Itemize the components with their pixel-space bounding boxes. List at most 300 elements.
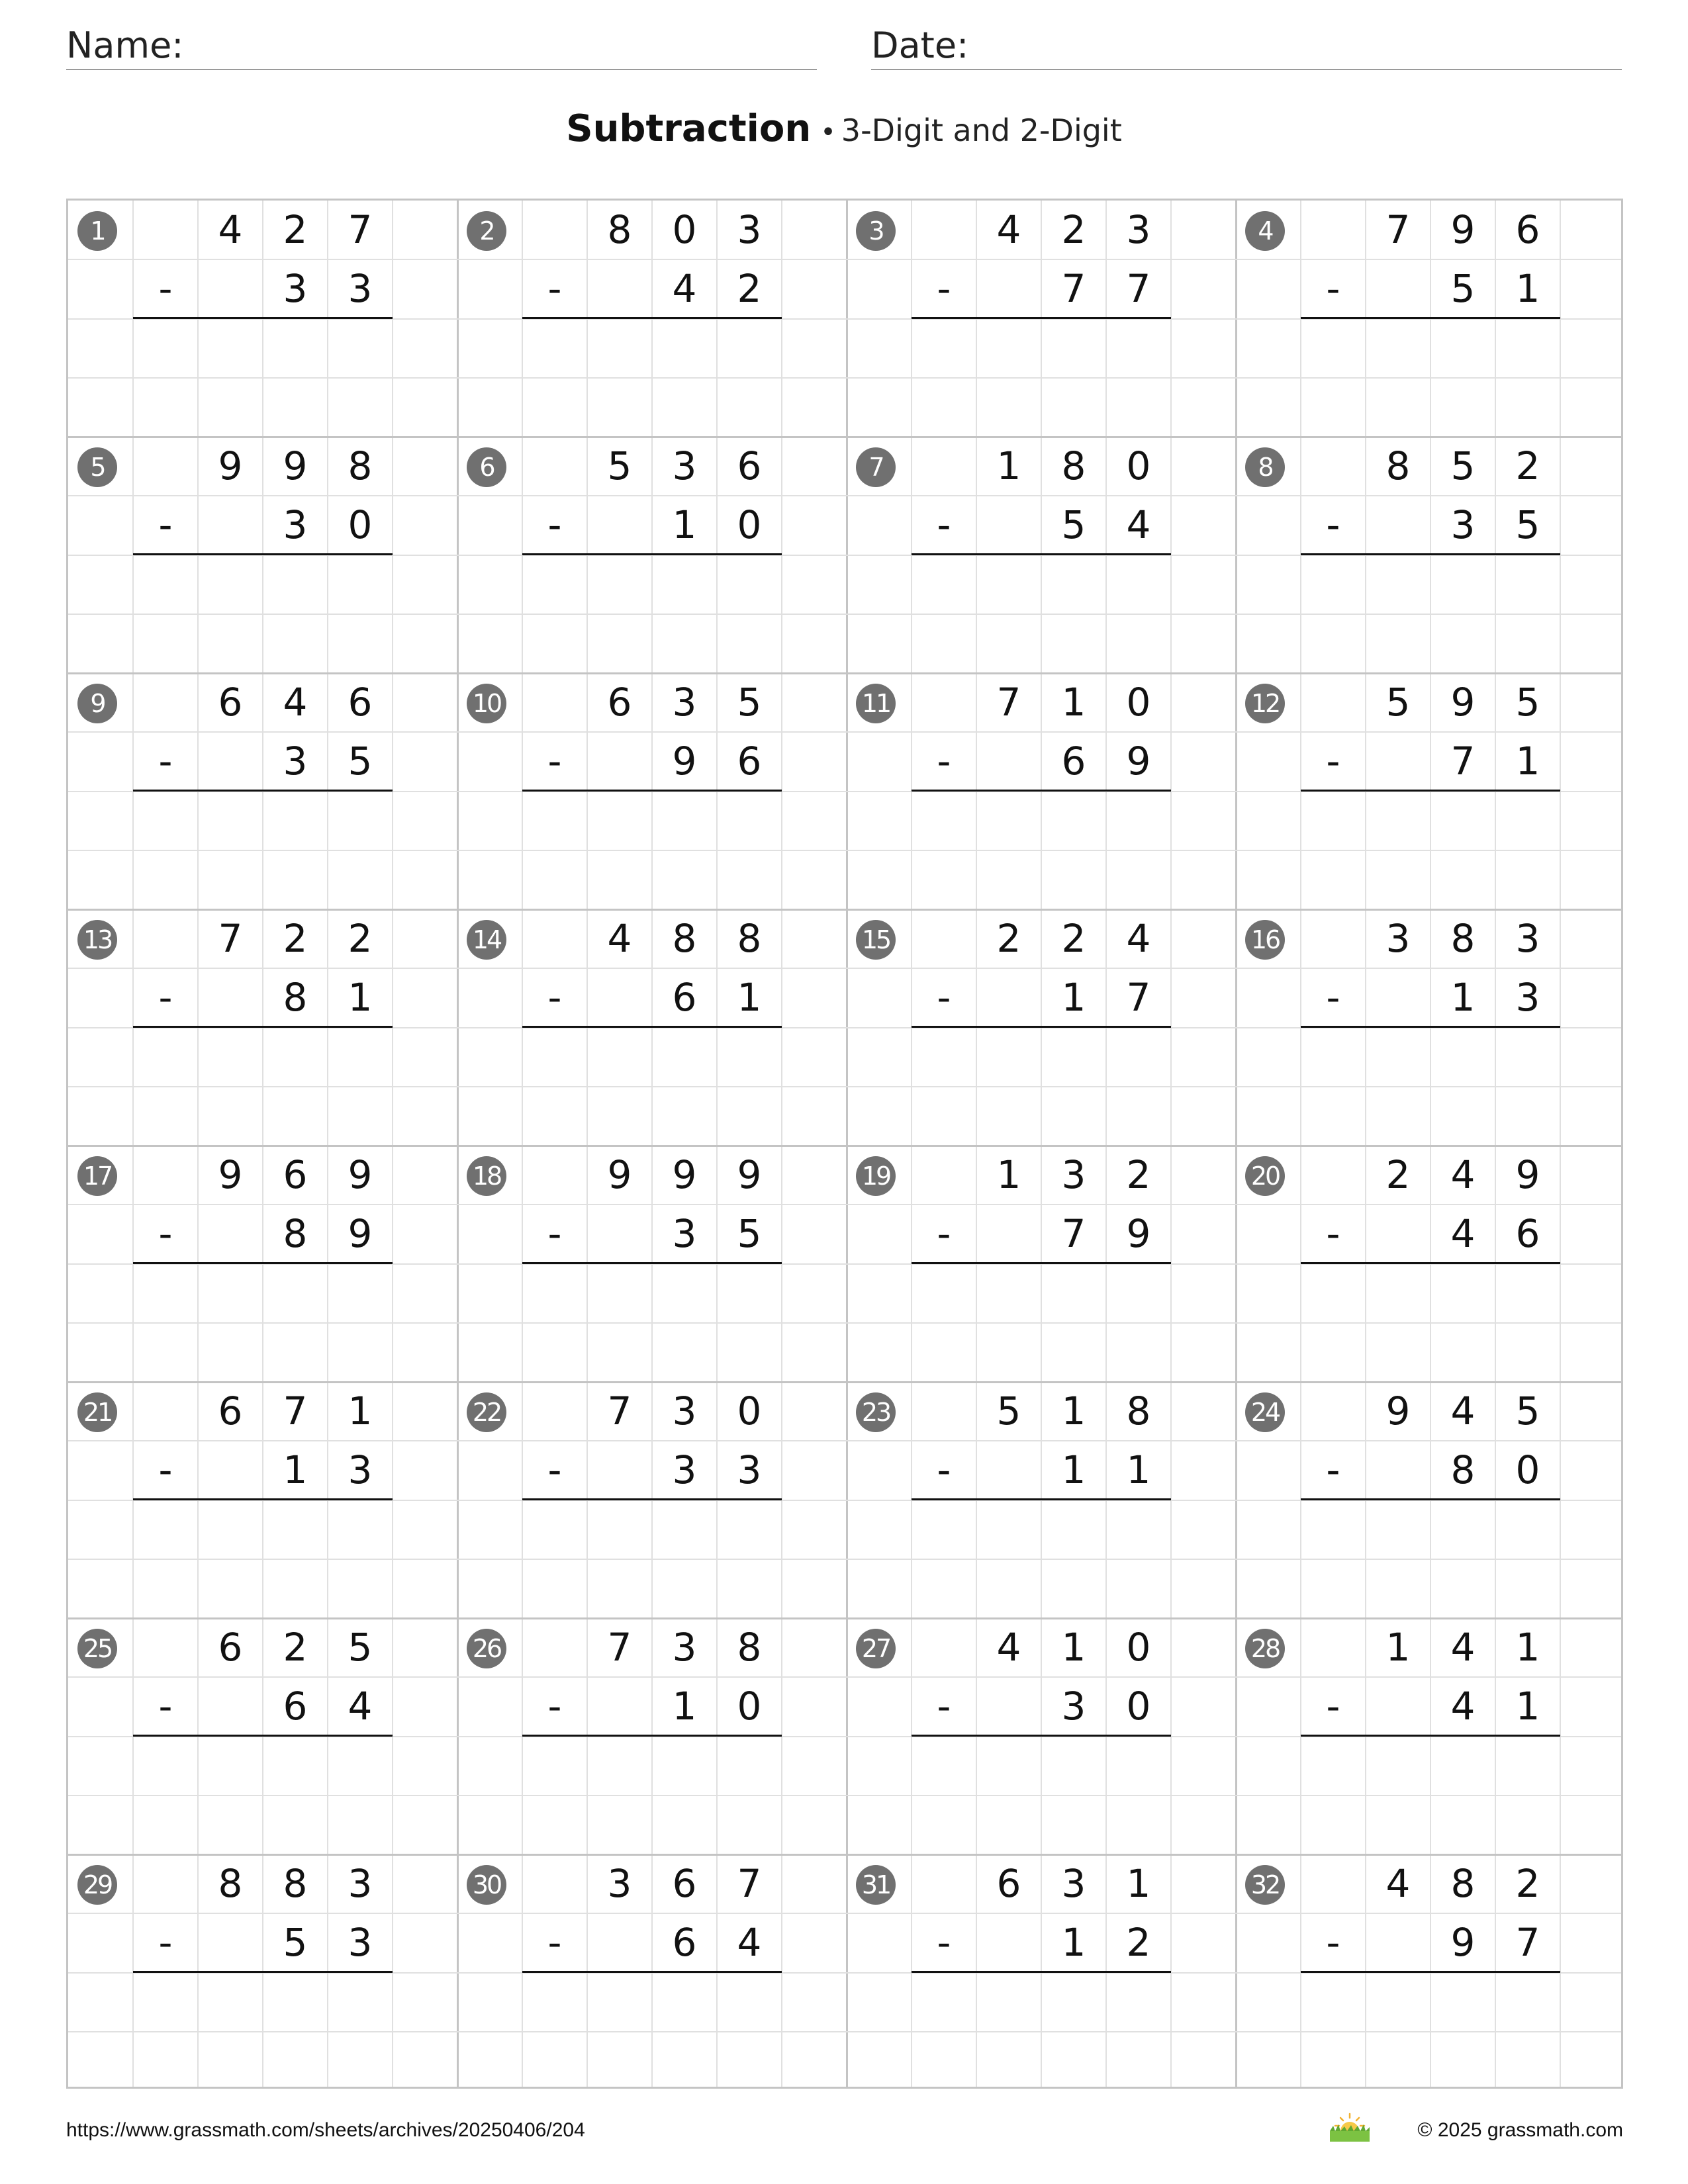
worksheet-grid (66, 199, 1623, 2089)
answer-area[interactable] (1301, 555, 1560, 674)
subtrahend-digit: 9 (672, 739, 697, 784)
answer-area[interactable] (133, 1264, 393, 1383)
problem-1 (68, 201, 457, 437)
minuend-digit: 9 (348, 1152, 373, 1197)
subtrahend-digit: 1 (1061, 1920, 1086, 1966)
problem-15 (847, 909, 1236, 1146)
problem-17 (68, 1146, 457, 1382)
minus-sign: - (158, 1211, 173, 1257)
problem-21 (68, 1382, 457, 1618)
subtrahend-digit: 3 (672, 1211, 697, 1257)
subtrahend-digit: 1 (283, 1447, 308, 1493)
minus-sign: - (547, 975, 562, 1021)
minuend-digit: 4 (218, 207, 243, 252)
minus-sign: - (937, 502, 951, 548)
minuend-digit: 7 (607, 1625, 632, 1670)
subtrahend-digit: 0 (737, 502, 762, 548)
minus-sign: - (547, 1211, 562, 1257)
answer-area[interactable] (1301, 319, 1560, 437)
problem-16 (1236, 909, 1623, 1146)
minus-sign: - (937, 1684, 951, 1729)
answer-area[interactable] (1301, 792, 1560, 910)
minus-sign: - (1326, 1920, 1340, 1966)
subtrahend-digit: 2 (737, 266, 762, 312)
minus-sign: - (937, 266, 951, 312)
minuend-digit: 1 (1061, 1388, 1086, 1433)
minuend-digit: 1 (1061, 680, 1086, 725)
subtrahend-digit: 6 (1515, 1211, 1540, 1257)
answer-area[interactable] (522, 1264, 782, 1383)
date-label: Date: (871, 24, 969, 66)
minuend-digit: 3 (1385, 916, 1411, 961)
minus-sign: - (547, 1684, 562, 1729)
minus-sign: - (937, 1447, 951, 1493)
answer-area[interactable] (133, 1500, 393, 1619)
problem-8 (1236, 437, 1623, 673)
minus-sign: - (937, 975, 951, 1021)
subtrahend-digit: 3 (348, 266, 373, 312)
problem-number-badge: 7 (856, 447, 896, 487)
problem-number-badge: 20 (1245, 1156, 1285, 1196)
minuend-digit: 1 (996, 443, 1021, 488)
answer-area[interactable] (522, 1973, 782, 2089)
minus-sign: - (547, 739, 562, 784)
minuend-digit: 9 (1515, 1152, 1540, 1197)
answer-area[interactable] (522, 792, 782, 910)
problem-29 (68, 1854, 457, 2089)
minuend-digit: 2 (283, 916, 308, 961)
problem-25 (68, 1618, 457, 1854)
subtrahend-digit: 5 (1061, 502, 1086, 548)
subtrahend-digit: 1 (1515, 266, 1540, 312)
subtrahend-digit: 4 (1450, 1684, 1476, 1729)
subtrahend-digit: 7 (1126, 975, 1151, 1021)
problem-number-badge: 19 (856, 1156, 896, 1196)
minuend-digit: 2 (1126, 1152, 1151, 1197)
footer-url[interactable]: https://www.grassmath.com/sheets/archives/20250406/204 (66, 2119, 585, 2141)
name-label: Name: (66, 24, 184, 66)
subtrahend-digit: 4 (1126, 502, 1151, 548)
minuend-digit: 8 (218, 1861, 243, 1906)
subtrahend-digit: 3 (1450, 502, 1476, 548)
minuend-digit: 0 (672, 207, 697, 252)
answer-area[interactable] (133, 1737, 393, 1855)
minuend-digit: 1 (1061, 1625, 1086, 1670)
problem-number-badge: 6 (467, 447, 506, 487)
subtrahend-digit: 9 (1126, 739, 1151, 784)
problem-number-badge: 13 (77, 920, 117, 960)
minuend-digit: 7 (1385, 207, 1411, 252)
minuend-digit: 2 (283, 207, 308, 252)
subtrahend-digit: 0 (1126, 1684, 1151, 1729)
problem-3 (847, 201, 1236, 437)
problem-number-badge: 26 (467, 1629, 506, 1668)
minuend-digit: 6 (348, 680, 373, 725)
minuend-digit: 7 (737, 1861, 762, 1906)
problem-30 (457, 1854, 847, 2089)
problem-number-badge: 3 (856, 211, 896, 251)
minuend-digit: 3 (672, 443, 697, 488)
subtrahend-digit: 3 (737, 1447, 762, 1493)
problem-11 (847, 673, 1236, 909)
problem-14 (457, 909, 847, 1146)
minuend-digit: 1 (1515, 1625, 1540, 1670)
minuend-digit: 2 (283, 1625, 308, 1670)
minuend-digit: 0 (1126, 680, 1151, 725)
subtrahend-digit: 3 (348, 1920, 373, 1966)
problem-number-badge: 28 (1245, 1629, 1285, 1668)
minuend-digit: 8 (1385, 443, 1411, 488)
subtrahend-digit: 8 (1450, 1447, 1476, 1493)
minuend-digit: 8 (348, 443, 373, 488)
minuend-digit: 8 (283, 1861, 308, 1906)
minus-sign: - (158, 502, 173, 548)
minuend-digit: 7 (348, 207, 373, 252)
minus-sign: - (1326, 1684, 1340, 1729)
minuend-digit: 2 (1061, 916, 1086, 961)
subtrahend-digit: 0 (1515, 1447, 1540, 1493)
problem-22 (457, 1382, 847, 1618)
problem-2 (457, 201, 847, 437)
minuend-digit: 1 (348, 1388, 373, 1433)
subtrahend-digit: 1 (1450, 975, 1476, 1021)
worksheet-title (0, 107, 1688, 150)
minuend-digit: 8 (737, 1625, 762, 1670)
minus-sign: - (1326, 739, 1340, 784)
problem-number-badge: 21 (77, 1392, 117, 1432)
minuend-digit: 7 (996, 680, 1021, 725)
subtrahend-digit: 1 (672, 502, 697, 548)
minuend-digit: 6 (283, 1152, 308, 1197)
answer-area[interactable] (522, 1500, 782, 1619)
minuend-digit: 3 (1126, 207, 1151, 252)
subtrahend-digit: 6 (737, 739, 762, 784)
minuend-digit: 5 (1515, 1388, 1540, 1433)
minuend-digit: 1 (1385, 1625, 1411, 1670)
subtrahend-digit: 7 (1450, 739, 1476, 784)
problem-number-badge: 15 (856, 920, 896, 960)
problem-31 (847, 1854, 1236, 2089)
subtrahend-digit: 1 (672, 1684, 697, 1729)
minus-sign: - (158, 1684, 173, 1729)
answer-area[interactable] (1301, 1028, 1560, 1146)
subtrahend-digit: 1 (1061, 975, 1086, 1021)
minuend-digit: 9 (1450, 207, 1476, 252)
minus-sign: - (1326, 1447, 1340, 1493)
minuend-digit: 9 (283, 443, 308, 488)
minuend-digit: 7 (607, 1388, 632, 1433)
answer-area[interactable] (912, 1500, 1171, 1619)
problem-number-badge: 5 (77, 447, 117, 487)
subtrahend-digit: 1 (348, 975, 373, 1021)
subtrahend-digit: 2 (1126, 1920, 1151, 1966)
problem-number-badge: 1 (77, 211, 117, 251)
problem-number-badge: 18 (467, 1156, 506, 1196)
minuend-digit: 3 (348, 1861, 373, 1906)
problem-number-badge: 30 (467, 1865, 506, 1905)
minuend-digit: 4 (607, 916, 632, 961)
subtrahend-digit: 7 (1515, 1920, 1540, 1966)
minuend-digit: 6 (218, 1625, 243, 1670)
subtrahend-digit: 9 (1450, 1920, 1476, 1966)
subtrahend-digit: 1 (1515, 1684, 1540, 1729)
subtrahend-digit: 5 (1450, 266, 1476, 312)
problem-number-badge: 24 (1245, 1392, 1285, 1432)
answer-area[interactable] (133, 319, 393, 437)
minus-sign: - (158, 739, 173, 784)
minuend-digit: 5 (1385, 680, 1411, 725)
problem-19 (847, 1146, 1236, 1382)
problem-13 (68, 909, 457, 1146)
subtrahend-digit: 4 (1450, 1211, 1476, 1257)
minuend-digit: 3 (1515, 916, 1540, 961)
grass-sun-logo-icon (1327, 2111, 1372, 2144)
answer-area[interactable] (133, 555, 393, 674)
minuend-digit: 7 (218, 916, 243, 961)
minuend-digit: 6 (737, 443, 762, 488)
subtrahend-digit: 3 (283, 502, 308, 548)
subtrahend-digit: 5 (1515, 502, 1540, 548)
subtrahend-digit: 1 (1061, 1447, 1086, 1493)
problem-number-badge: 16 (1245, 920, 1285, 960)
date-underline (871, 69, 1622, 70)
answer-area[interactable] (133, 792, 393, 910)
answer-area[interactable] (1301, 1973, 1560, 2089)
name-underline (66, 69, 817, 70)
problem-number-badge: 12 (1245, 684, 1285, 723)
problem-number-badge: 27 (856, 1629, 896, 1668)
minuend-digit: 3 (1061, 1152, 1086, 1197)
answer-area[interactable] (912, 792, 1171, 910)
minus-sign: - (1326, 502, 1340, 548)
answer-area[interactable] (1301, 1500, 1560, 1619)
problem-27 (847, 1618, 1236, 1854)
minus-sign: - (158, 975, 173, 1021)
minuend-digit: 2 (348, 916, 373, 961)
minus-sign: - (1326, 266, 1340, 312)
minuend-digit: 6 (672, 1861, 697, 1906)
subtrahend-digit: 1 (1126, 1447, 1151, 1493)
minuend-digit: 6 (996, 1861, 1021, 1906)
answer-area[interactable] (912, 319, 1171, 437)
subtrahend-digit: 4 (737, 1920, 762, 1966)
minus-sign: - (937, 1920, 951, 1966)
minuend-digit: 4 (283, 680, 308, 725)
minuend-digit: 9 (672, 1152, 697, 1197)
subtrahend-digit: 3 (1061, 1684, 1086, 1729)
minuend-digit: 9 (1450, 680, 1476, 725)
subtrahend-digit: 3 (283, 266, 308, 312)
minuend-digit: 8 (607, 207, 632, 252)
answer-area[interactable] (522, 555, 782, 674)
minuend-digit: 9 (218, 1152, 243, 1197)
minuend-digit: 8 (1126, 1388, 1151, 1433)
minuend-digit: 8 (1450, 916, 1476, 961)
subtrahend-digit: 0 (348, 502, 373, 548)
date-field[interactable] (871, 24, 1622, 70)
problem-number-badge: 10 (467, 684, 506, 723)
problem-32 (1236, 1854, 1623, 2089)
subtrahend-digit: 3 (348, 1447, 373, 1493)
minuend-digit: 2 (1515, 1861, 1540, 1906)
subtrahend-digit: 3 (672, 1447, 697, 1493)
problem-12 (1236, 673, 1623, 909)
problem-23 (847, 1382, 1236, 1618)
problem-number-badge: 31 (856, 1865, 896, 1905)
minuend-digit: 2 (1515, 443, 1540, 488)
problem-4 (1236, 201, 1623, 437)
minus-sign: - (1326, 975, 1340, 1021)
subtrahend-digit: 5 (348, 739, 373, 784)
subtrahend-digit: 6 (672, 975, 697, 1021)
minuend-digit: 5 (607, 443, 632, 488)
minus-sign: - (547, 266, 562, 312)
answer-area[interactable] (1301, 1737, 1560, 1855)
answer-area[interactable] (522, 1737, 782, 1855)
problem-number-badge: 29 (77, 1865, 117, 1905)
minuend-digit: 3 (1061, 1861, 1086, 1906)
subtrahend-digit: 7 (1061, 1211, 1086, 1257)
minuend-digit: 2 (996, 916, 1021, 961)
minuend-digit: 2 (1061, 207, 1086, 252)
minuend-digit: 8 (737, 916, 762, 961)
name-field[interactable] (66, 24, 817, 70)
minuend-digit: 3 (672, 680, 697, 725)
minuend-digit: 5 (737, 680, 762, 725)
minuend-digit: 3 (672, 1625, 697, 1670)
title-main: Subtraction (566, 107, 812, 150)
answer-area[interactable] (133, 1028, 393, 1146)
minuend-digit: 9 (607, 1152, 632, 1197)
minuend-digit: 4 (1126, 916, 1151, 961)
answer-area[interactable] (133, 1973, 393, 2089)
answer-area[interactable] (522, 1028, 782, 1146)
problem-24 (1236, 1382, 1623, 1618)
answer-area[interactable] (912, 555, 1171, 674)
minus-sign: - (547, 1447, 562, 1493)
minus-sign: - (1326, 1211, 1340, 1257)
subtrahend-digit: 3 (1515, 975, 1540, 1021)
minuend-digit: 0 (737, 1388, 762, 1433)
subtrahend-digit: 8 (283, 975, 308, 1021)
subtrahend-digit: 6 (672, 1920, 697, 1966)
problem-number-badge: 17 (77, 1156, 117, 1196)
problem-10 (457, 673, 847, 909)
minus-sign: - (158, 1447, 173, 1493)
minus-sign: - (937, 739, 951, 784)
problem-6 (457, 437, 847, 673)
answer-area[interactable] (1301, 1264, 1560, 1383)
problem-7 (847, 437, 1236, 673)
minuend-digit: 3 (607, 1861, 632, 1906)
minus-sign: - (158, 266, 173, 312)
minuend-digit: 4 (1450, 1625, 1476, 1670)
answer-area[interactable] (912, 1264, 1171, 1383)
answer-area[interactable] (912, 1973, 1171, 2089)
subtrahend-digit: 7 (1126, 266, 1151, 312)
minus-sign: - (158, 1920, 173, 1966)
subtrahend-digit: 1 (1515, 739, 1540, 784)
subtrahend-digit: 5 (737, 1211, 762, 1257)
footer-copyright: © 2025 grassmath.com (1417, 2119, 1623, 2141)
subtrahend-digit: 1 (737, 975, 762, 1021)
minuend-digit: 9 (1385, 1388, 1411, 1433)
problem-26 (457, 1618, 847, 1854)
minuend-digit: 5 (1450, 443, 1476, 488)
problem-number-badge: 9 (77, 684, 117, 723)
minuend-digit: 4 (1450, 1152, 1476, 1197)
minuend-digit: 6 (218, 680, 243, 725)
minuend-digit: 6 (607, 680, 632, 725)
minuend-digit: 0 (1126, 443, 1151, 488)
minuend-digit: 8 (1450, 1861, 1476, 1906)
minuend-digit: 4 (1385, 1861, 1411, 1906)
answer-area[interactable] (912, 1028, 1171, 1146)
subtrahend-digit: 0 (737, 1684, 762, 1729)
minuend-digit: 4 (996, 207, 1021, 252)
problem-number-badge: 32 (1245, 1865, 1285, 1905)
problem-20 (1236, 1146, 1623, 1382)
problem-number-badge: 14 (467, 920, 506, 960)
subtrahend-digit: 6 (283, 1684, 308, 1729)
minuend-digit: 3 (737, 207, 762, 252)
subtrahend-digit: 7 (1061, 266, 1086, 312)
subtrahend-digit: 4 (672, 266, 697, 312)
problem-28 (1236, 1618, 1623, 1854)
subtrahend-digit: 6 (1061, 739, 1086, 784)
problem-number-badge: 8 (1245, 447, 1285, 487)
title-subtitle: 3-Digit and 2-Digit (841, 113, 1122, 148)
minuend-digit: 9 (737, 1152, 762, 1197)
minuend-digit: 4 (1450, 1388, 1476, 1433)
subtrahend-digit: 9 (1126, 1211, 1151, 1257)
problem-number-badge: 11 (856, 684, 896, 723)
problem-18 (457, 1146, 847, 1382)
problem-number-badge: 2 (467, 211, 506, 251)
minuend-digit: 5 (996, 1388, 1021, 1433)
minuend-digit: 6 (1515, 207, 1540, 252)
problem-number-badge: 25 (77, 1629, 117, 1668)
subtrahend-digit: 4 (348, 1684, 373, 1729)
minuend-digit: 9 (218, 443, 243, 488)
minus-sign: - (937, 1211, 951, 1257)
problem-9 (68, 673, 457, 909)
subtrahend-digit: 3 (283, 739, 308, 784)
minuend-digit: 2 (1385, 1152, 1411, 1197)
minuend-digit: 5 (348, 1625, 373, 1670)
problem-5 (68, 437, 457, 673)
answer-area[interactable] (522, 319, 782, 437)
subtrahend-digit: 9 (348, 1211, 373, 1257)
minuend-digit: 1 (996, 1152, 1021, 1197)
minuend-digit: 8 (1061, 443, 1086, 488)
subtrahend-digit: 8 (283, 1211, 308, 1257)
answer-area[interactable] (912, 1737, 1171, 1855)
problem-number-badge: 23 (856, 1392, 896, 1432)
subtrahend-digit: 5 (283, 1920, 308, 1966)
minus-sign: - (547, 502, 562, 548)
minuend-digit: 5 (1515, 680, 1540, 725)
minuend-digit: 8 (672, 916, 697, 961)
minuend-digit: 3 (672, 1388, 697, 1433)
minuend-digit: 4 (996, 1625, 1021, 1670)
problem-number-badge: 22 (467, 1392, 506, 1432)
minuend-digit: 6 (218, 1388, 243, 1433)
problem-number-badge: 4 (1245, 211, 1285, 251)
minuend-digit: 1 (1126, 1861, 1151, 1906)
title-separator: • (820, 117, 836, 148)
minuend-digit: 0 (1126, 1625, 1151, 1670)
